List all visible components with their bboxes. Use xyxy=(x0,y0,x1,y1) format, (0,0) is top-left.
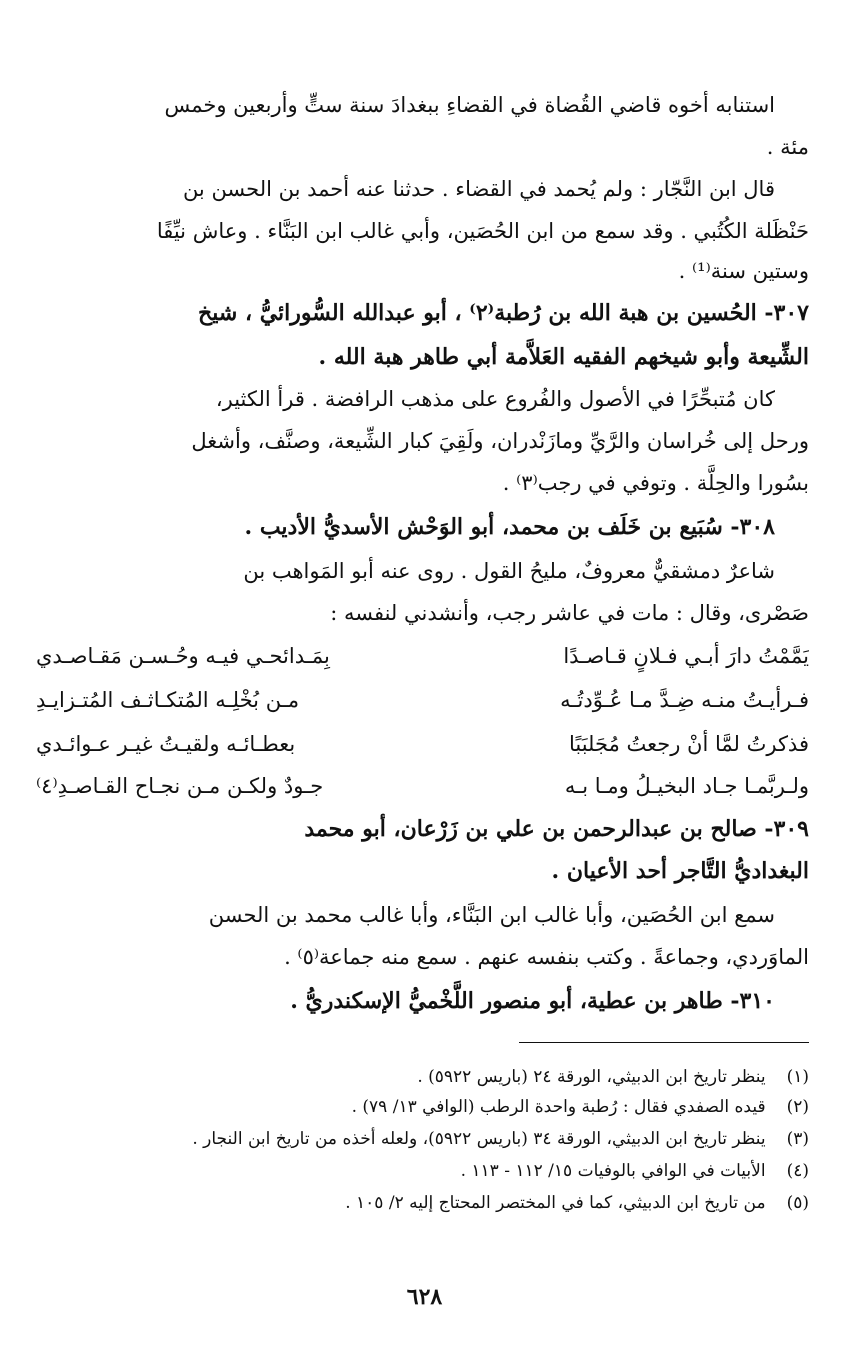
entry-307-text: كان مُتبحِّرًا في الأصول والفُروع على مذهب الرافضة . قرأ الكثير، xyxy=(215,387,775,411)
footnote-number: (٥) xyxy=(786,1193,809,1213)
entry-309-heading: ٣٠٩- صالح بن عبدالرحمن بن علي بن زَرْعان، أبو محمد xyxy=(304,816,809,842)
entry-308-text: شاعرٌ دمشقيٌّ معروفٌ، مليحُ القول . روى عنه أبو المَواهب بن xyxy=(243,559,775,583)
footnote-text: ينظر تاريخ ابن الدبيثي، الورقة ٣٤ (باريس ٥٩٢٢)، ولعله أخذه من تاريخ ابن النجار . xyxy=(192,1129,766,1149)
body-line: مئة . xyxy=(766,135,809,159)
entry-309-text: سمع ابن الحُصَين، وأبا غالب ابن البَنَّاء، وأبا غالب محمد بن الحسن xyxy=(208,903,775,927)
poem-verse xyxy=(36,764,809,808)
entry-308-heading: ٣٠٨- سُبَيع بن خَلَف بن محمد، أبو الوَحْش الأسديُّ الأديب . xyxy=(244,514,775,540)
entry-307-text: ورحل إلى خُراسان والرَّيِّ ومازَنْدران، ولَقِيَ كبار الشِّيعة، وصنَّف، وأشغل xyxy=(191,429,809,453)
footnote xyxy=(36,1124,809,1154)
poem-verse xyxy=(36,634,809,678)
footnote-text: الأبيات في الوافي بالوفيات ١٥/ ١١٢ - ١١٣ . xyxy=(460,1161,766,1181)
footnote-divider xyxy=(519,1042,809,1043)
entry-307-heading: ٣٠٧- الحُسين بن هبة الله بن رُطبة⁽٢⁾ ، أبو عبدالله السُّورائيُّ ، شيخ xyxy=(198,300,809,326)
footnote xyxy=(36,1156,809,1186)
verse-first-hemistich: فذكرتُ لمَّا أنْ رجعتُ مُجَلبَبًا xyxy=(568,732,809,756)
entry-308-text: صَصْرى، وقال : مات في عاشر رجب، وأنشدني لنفسه : xyxy=(330,601,809,625)
entry-309-text: الماوَردي، وجماعةً . وكتب بنفسه عنهم . سمع منه جماعة⁽٥⁾ . xyxy=(284,945,809,969)
body-line: قال ابن النَّجّار : ولم يُحمد في القضاء . حدثنا عنه أحمد بن الحسن بن xyxy=(182,177,775,201)
footnote-number: (٢) xyxy=(786,1097,809,1117)
footnote xyxy=(36,1062,809,1092)
entry-307-text: بسُورا والحِلَّة . وتوفي في رجب⁽٣⁾ . xyxy=(502,471,809,495)
body-line: حَنْظَلة الكُتُبي . وقد سمع من ابن الحُصَين، وأبي غالب ابن البَنَّاء . وعاش نيِّفًا xyxy=(156,219,809,243)
footnote-text: قيده الصفدي فقال : رُطبة واحدة الرطب (الوافي ١٣/ ٧٩) . xyxy=(351,1097,766,1117)
footnote xyxy=(36,1092,809,1122)
footnote-text: ينظر تاريخ ابن الدبيثي، الورقة ٢٤ (باريس ٥٩٢٢) . xyxy=(417,1067,766,1087)
verse-second-hemistich: مـن بُخْلِـه المُتكـاثـف المُتـزايـدِ xyxy=(36,688,300,712)
footnote-text: من تاريخ ابن الدبيثي، كما في المختصر المحتاج إليه ٢/ ١٠٥ . xyxy=(345,1193,766,1213)
footnote-number: (٣) xyxy=(786,1129,809,1149)
verse-first-hemistich: ولـربَّمـا جـاد البخيـلُ ومـا بـه xyxy=(564,774,809,798)
verse-second-hemistich: بعطـائـه ولقيـتُ غيـر عـوائـدي xyxy=(36,732,296,756)
entry-310-heading: ٣١٠- طاهر بن عطية، أبو منصور اللَّخْميُّ الإسكندريُّ . xyxy=(290,988,775,1014)
poem-verse xyxy=(36,678,809,722)
footnote-number: (١) xyxy=(786,1067,809,1087)
entry-309-heading: البغداديُّ التَّاجر أحد الأعيان . xyxy=(551,858,809,884)
entry-307-heading: الشِّيعة وأبو شيخهم الفقيه العَلاَّمة أبي طاهر هبة الله . xyxy=(318,344,809,370)
footnote-number: (٤) xyxy=(786,1161,809,1181)
verse-second-hemistich: جـودٌ ولكـن مـن نجـاح القـاصـدِ⁽٤⁾ xyxy=(36,774,324,798)
verse-first-hemistich: يَمَّمْتُ دارَ أبـي فـلانٍ قـاصـدًا xyxy=(563,644,809,668)
body-line: وستين سنة⁽¹⁾ . xyxy=(678,259,809,283)
poem-verse xyxy=(36,722,809,766)
body-line: استنابه أخوه قاضي القُضاة في القضاءِ ببغدادَ سنة ستٍّ وأربعين وخمس xyxy=(164,93,775,117)
page xyxy=(36,0,809,1365)
footnote xyxy=(36,1188,809,1218)
page-number: ٦٢٨ xyxy=(406,1284,443,1310)
verse-second-hemistich: بِمَـدائحـي فيـه وحُـسـن مَقـاصـدي xyxy=(36,644,330,668)
verse-first-hemistich: فـرأيـتُ منـه ضِـدَّ مـا عُـوِّدتُـه xyxy=(560,688,809,712)
